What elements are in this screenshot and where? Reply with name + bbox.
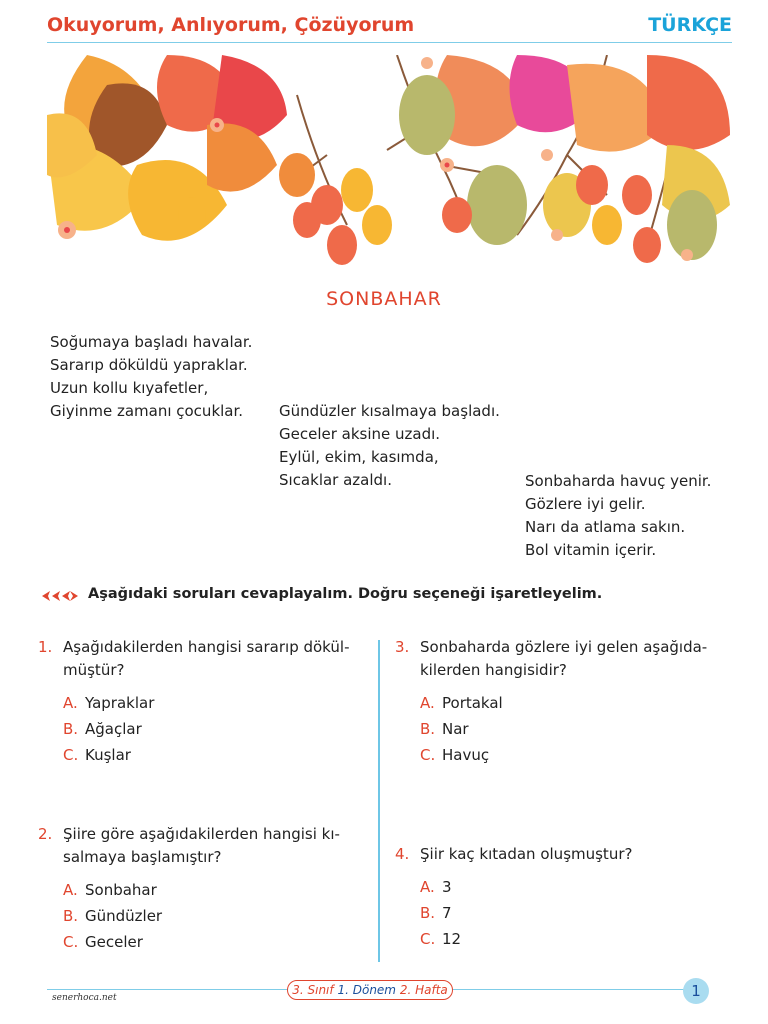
question-3	[395, 636, 725, 768]
footer-site-name: senerhoca.net	[52, 993, 117, 1003]
poem-line: Sararıp döküldü yapraklar.	[50, 356, 248, 374]
answer-option-a[interactable]	[63, 877, 358, 903]
question-text	[63, 636, 358, 682]
question-line: müştür?	[63, 661, 125, 679]
option-text: Havuç	[442, 746, 490, 764]
option-text: Ağaçlar	[85, 720, 142, 738]
answer-option-a[interactable]	[420, 690, 725, 716]
option-text: Sonbahar	[85, 881, 157, 899]
question-number: 3.	[395, 638, 410, 656]
answer-option-c[interactable]	[420, 926, 725, 952]
question-line: Aşağıdakilerden hangisi sararıp dökül-	[63, 638, 350, 656]
grade-label: Sınıf	[307, 983, 334, 997]
option-text: 3	[442, 878, 452, 896]
option-letter: C.	[420, 746, 436, 764]
option-text: Geceler	[85, 933, 143, 951]
term-number: 1.	[337, 983, 349, 997]
poem-line: Eylül, ekim, kasımda,	[279, 448, 439, 466]
option-letter: C.	[63, 746, 79, 764]
answer-option-b[interactable]	[63, 716, 358, 742]
question-line: kilerden hangisidir?	[420, 661, 567, 679]
question-number: 1.	[38, 638, 53, 656]
answer-option-c[interactable]	[63, 742, 358, 768]
option-text: Gündüzler	[85, 907, 163, 925]
poem-line: Sıcaklar azaldı.	[279, 471, 392, 489]
answer-options	[420, 874, 725, 952]
option-letter: C.	[63, 933, 79, 951]
question-line: Şiire göre aşağıdakilerden hangisi kı-	[63, 825, 340, 843]
week-number: 2.	[399, 983, 412, 997]
option-letter: A.	[420, 694, 435, 712]
answer-options	[63, 690, 358, 768]
answer-option-c[interactable]	[63, 929, 358, 955]
answer-option-a[interactable]	[420, 874, 725, 900]
answer-option-a[interactable]	[63, 690, 358, 716]
option-letter: A.	[420, 878, 435, 896]
poem-line: Giyinme zamanı çocuklar.	[50, 402, 244, 420]
question-4	[395, 843, 725, 952]
answer-option-c[interactable]	[420, 742, 725, 768]
answer-option-b[interactable]	[63, 903, 358, 929]
poem-stanza-2	[279, 400, 500, 492]
question-1	[38, 636, 358, 768]
question-line: Sonbaharda gözlere iyi gelen aşağıda-	[420, 638, 708, 656]
arrow-icon	[40, 588, 80, 604]
option-text: Portakal	[442, 694, 503, 712]
subject-label: TÜRKÇE	[648, 14, 732, 36]
option-letter: B.	[63, 720, 79, 738]
option-text: Yapraklar	[85, 694, 155, 712]
answer-options	[63, 877, 358, 955]
option-letter: B.	[420, 720, 436, 738]
poem-line: Soğumaya başladı havalar.	[50, 333, 253, 351]
question-text	[420, 636, 725, 682]
answer-option-b[interactable]	[420, 900, 725, 926]
poem-line: Bol vitamin içerir.	[525, 541, 657, 559]
header-divider	[47, 42, 732, 43]
poem-stanza-3	[525, 470, 711, 562]
term-label: Dönem	[352, 983, 396, 997]
footer-grade-info	[287, 980, 453, 1000]
poem-line: Geceler aksine uzadı.	[279, 425, 441, 443]
question-number: 2.	[38, 825, 53, 843]
option-text: 7	[442, 904, 452, 922]
grade-number: 3.	[292, 983, 304, 997]
instruction-text: Aşağıdaki soruları cevaplayalım. Doğru seçeneği işaretleyelim.	[88, 586, 603, 602]
option-text: 12	[442, 930, 462, 948]
poem-line: Uzun kollu kıyafetler,	[50, 379, 209, 397]
question-line: Şiir kaç kıtadan oluşmuştur?	[420, 845, 633, 863]
option-text: Kuşlar	[85, 746, 131, 764]
page-number: 1	[683, 978, 709, 1004]
option-letter: A.	[63, 881, 78, 899]
option-letter: B.	[420, 904, 436, 922]
question-line: salmaya başlamıştır?	[63, 848, 222, 866]
question-text	[63, 823, 358, 869]
question-2	[38, 823, 358, 955]
poem-line: Narı da atlama sakın.	[525, 518, 686, 536]
poem-line: Sonbaharda havuç yenir.	[525, 472, 712, 490]
week-label: Hafta	[415, 983, 448, 997]
poem-stanza-1	[50, 331, 252, 423]
autumn-leaves-illustration	[47, 55, 730, 275]
option-letter: B.	[63, 907, 79, 925]
worksheet-title: Okuyorum, Anlıyorum, Çözüyorum	[47, 14, 415, 36]
column-divider	[378, 640, 380, 962]
question-text	[420, 843, 725, 866]
answer-options	[420, 690, 725, 768]
option-letter: C.	[420, 930, 436, 948]
poem-title: SONBAHAR	[326, 288, 442, 310]
option-text: Nar	[442, 720, 469, 738]
poem-line: Gözlere iyi gelir.	[525, 495, 646, 513]
option-letter: A.	[63, 694, 78, 712]
poem-line: Gündüzler kısalmaya başladı.	[279, 402, 500, 420]
answer-option-b[interactable]	[420, 716, 725, 742]
question-number: 4.	[395, 845, 410, 863]
